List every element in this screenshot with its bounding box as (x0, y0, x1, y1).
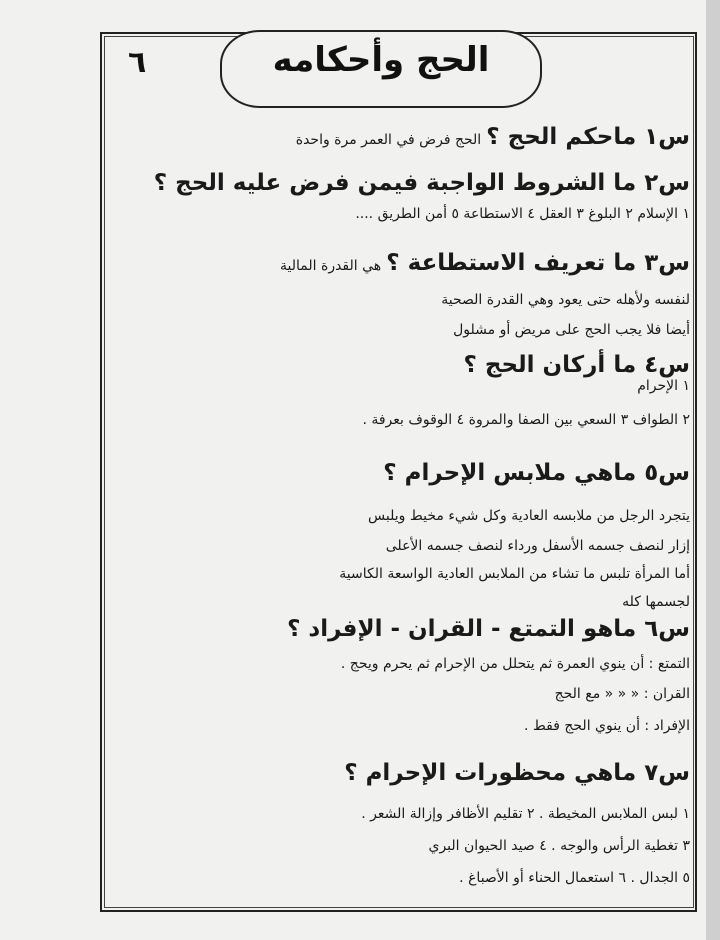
q3-answer-line: أيضا فلا يجب الحج على مريض أو مشلول (453, 322, 690, 338)
q6-answer-line: القران : « « « مع الحج (554, 686, 690, 702)
q7-question: س٧ ماهي محظورات الإحرام ؟ (344, 760, 690, 786)
q5-answer-line: إزار لنصف جسمه الأسفل ورداء لنصف جسمه الأعلى (385, 538, 690, 554)
q3-answer-line: هي القدرة المالية (280, 258, 382, 274)
q4-answer-line: ١ الإحرام (637, 378, 690, 394)
q6-question: س٦ ماهو التمتع - القران - الإفراد ؟ (287, 616, 690, 642)
q6-answer-line: الإفراد : أن ينوي الحج فقط . (523, 718, 690, 734)
page-edge (706, 0, 720, 940)
q7-answer-line: ٥ الجدال . ٦ استعمال الحناء أو الأصباغ . (459, 870, 690, 886)
q5-question: س٥ ماهي ملابس الإحرام ؟ (383, 460, 690, 486)
q1-question: س١ ماحكم الحج ؟ (486, 124, 690, 150)
page-title: الحج وأحكامه (272, 40, 490, 80)
q6-answer-line: التمتع : أن ينوي العمرة ثم يتحلل من الإحرام ثم يحرم ويحج . (340, 656, 690, 672)
q3-answer-line: لنفسه ولأهله حتى يعود وهي القدرة الصحية (441, 292, 690, 308)
q5-answer-line: أما المرأة تلبس ما تشاء من الملابس العادية الواسعة الكاسية (339, 566, 690, 582)
q5-answer-line: يتجرد الرجل من ملابسه العادية وكل شيء مخيط ويلبس (368, 508, 690, 524)
q5-answer-line: لجسمها كله (622, 594, 690, 610)
q3-line (280, 250, 690, 276)
page-number: ٦ (128, 45, 147, 80)
q2-question: س٢ ما الشروط الواجبة فيمن فرض عليه الحج ؟ (153, 170, 690, 196)
q4-answer-line: ٢ الطواف ٣ السعي بين الصفا والمروة ٤ الوقوف بعرفة . (362, 412, 690, 428)
q4-question: س٤ ما أركان الحج ؟ (463, 352, 690, 378)
q7-answer-line: ١ لبس الملابس المخيطة . ٢ تقليم الأظافر وإزالة الشعر . (361, 806, 690, 822)
q2-answer: ١ الإسلام ٢ البلوغ ٣ العقل ٤ الاستطاعة ٥ أمن الطريق .... (355, 206, 690, 222)
q7-answer-line: ٣ تغطية الرأس والوجه . ٤ صيد الحيوان البري (428, 838, 690, 854)
q1-line (296, 124, 690, 150)
q1-answer: الحج فرض في العمر مرة واحدة (295, 132, 482, 148)
q3-question: س٣ ما تعريف الاستطاعة ؟ (386, 250, 690, 276)
